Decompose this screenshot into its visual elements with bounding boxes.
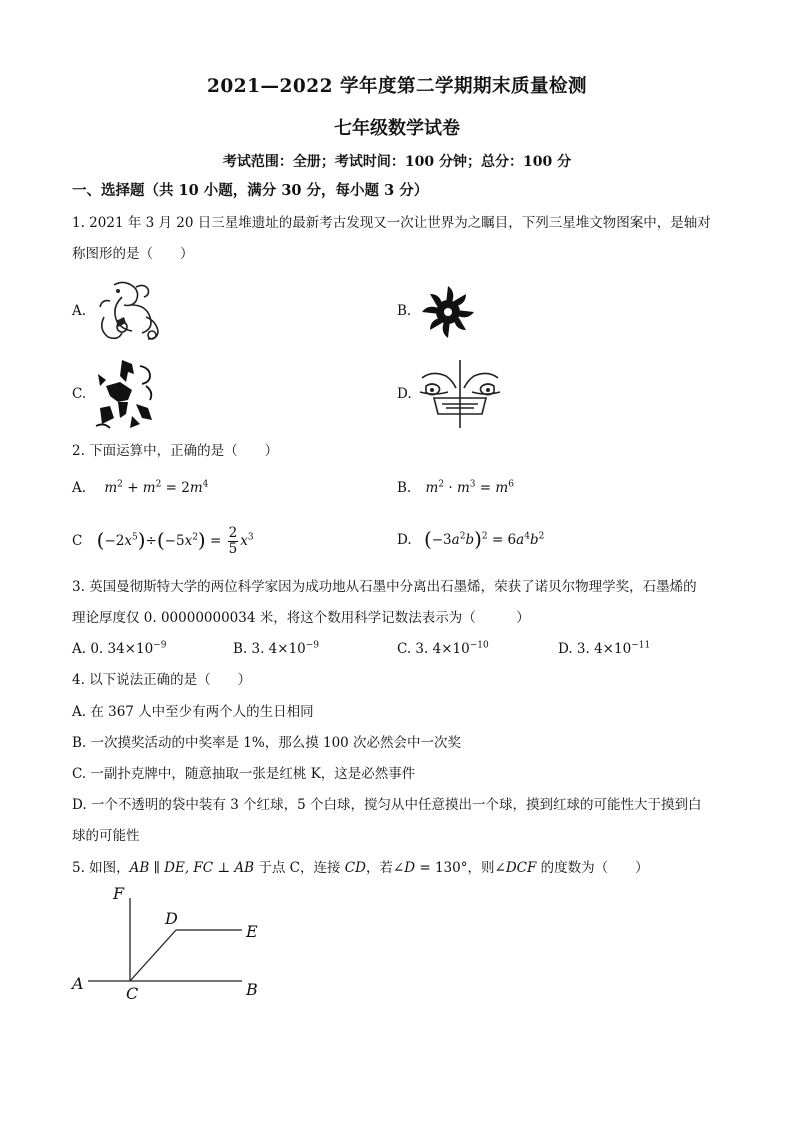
q4-option-d-line2: 球的可能性 bbox=[72, 828, 140, 844]
q1-option-b-label: B. bbox=[397, 303, 412, 319]
figure-d-mask-icon bbox=[416, 358, 504, 430]
q4-option-d-line1: D. 一个不透明的袋中装有 3 个红球，5 个白球，搅匀从中任意摸出一个球，摸到红球的可能性大于摸到白 bbox=[72, 797, 702, 813]
q4-option-a: A. 在 367 人中至少有两个人的生日相同 bbox=[72, 704, 314, 720]
q2-option-b-label: B. bbox=[397, 480, 412, 496]
q2-option-b-formula: $m^2 \cdot m^3 = m^6$ bbox=[425, 479, 514, 496]
q1-stem-line2: 称图形的是（ ） bbox=[72, 246, 194, 262]
q4-option-c: C. 一副扑克牌中，随意抽取一张是红桃 K，这是必然事件 bbox=[72, 766, 416, 782]
q5-stem: 5. 如图，AB ∥ DE, FC ⊥ AB 于点 C，连接 CD，若∠D = 130°，则∠DCF 的度数为（ ） bbox=[72, 860, 649, 876]
point-label-a: A bbox=[72, 974, 84, 993]
q2-option-d-label: D. bbox=[397, 532, 412, 548]
figure-c-dragon-icon bbox=[92, 356, 164, 432]
exam-subtitle: 七年级数学试卷 bbox=[334, 118, 460, 139]
q2-option-c-formula: $(-2x^5)\div(-5x^2)$ = $\frac{2}{5}$ $x^3$ bbox=[96, 525, 254, 557]
q3-option-a: A. 0. $34\times 10^{-9}$ bbox=[72, 640, 167, 657]
q4-stem: 4. 以下说法正确的是（ ） bbox=[72, 672, 252, 688]
q1-option-d-label: D. bbox=[397, 386, 412, 402]
point-label-f: F bbox=[113, 884, 125, 903]
q1-stem-line1: 1. 2021 年 3 月 20 日三星堆遗址的最新考古发现又一次让世界为之瞩目，下列三星堆文物图案中，是轴对 bbox=[72, 215, 711, 231]
point-label-b: B bbox=[246, 980, 258, 999]
q5-geometry-figure bbox=[70, 886, 270, 1006]
point-label-d: D bbox=[165, 909, 178, 928]
section-heading: 一、选择题（共 10 小题，满分 30 分，每小题 3 分） bbox=[72, 182, 429, 199]
line-cd bbox=[130, 930, 176, 981]
q2-stem: 2. 下面运算中，正确的是（ ） bbox=[72, 443, 279, 459]
q4-option-b: B. 一次摸奖活动的中奖率是 1%，那么摸 100 次必然会中一次奖 bbox=[72, 735, 462, 751]
q2-option-d bbox=[397, 529, 544, 550]
figure-b-swirl-disc-icon bbox=[418, 282, 478, 342]
q1-option-c-label: C. bbox=[72, 386, 87, 402]
q2-option-b bbox=[397, 478, 514, 498]
point-label-c: C bbox=[126, 984, 139, 1003]
exam-title: 2021—2022 学年度第二学期期末质量检测 bbox=[207, 76, 587, 97]
q2-option-d-formula: $(-3a^2b)^2 = 6a^4b^2$ bbox=[423, 527, 545, 551]
q3-stem-line1: 3. 英国曼彻斯特大学的两位科学家因为成功地从石墨中分离出石墨烯，荣获了诺贝尔物理学奖，石墨烯的 bbox=[72, 579, 697, 595]
q2-option-a-formula: $m^2 + m^2 = 2m^4$ bbox=[104, 479, 209, 496]
figure-a-dancer-icon bbox=[92, 277, 172, 345]
q3-stem-line2: 理论厚度仅 0. 00000000034 米，将这个数用科学记数法表示为（ ） bbox=[72, 610, 530, 626]
q2-option-c-label: C bbox=[72, 533, 83, 549]
point-label-e: E bbox=[246, 922, 258, 941]
q2-option-c bbox=[72, 526, 254, 557]
q3-option-d: D. 3. $4\times 10^{-11}$ bbox=[558, 640, 651, 657]
q3-option-c: C. 3. $4\times 10^{-10}$ bbox=[397, 640, 489, 657]
q2-option-a-label: A. bbox=[72, 480, 87, 496]
q2-option-a bbox=[72, 478, 208, 498]
exam-meta: 考试范围：全册；考试时间：100 分钟；总分：100 分 bbox=[222, 154, 572, 170]
q3-option-b: B. 3. $4\times 10^{-9}$ bbox=[233, 640, 320, 657]
q1-option-a-label: A. bbox=[72, 303, 87, 319]
